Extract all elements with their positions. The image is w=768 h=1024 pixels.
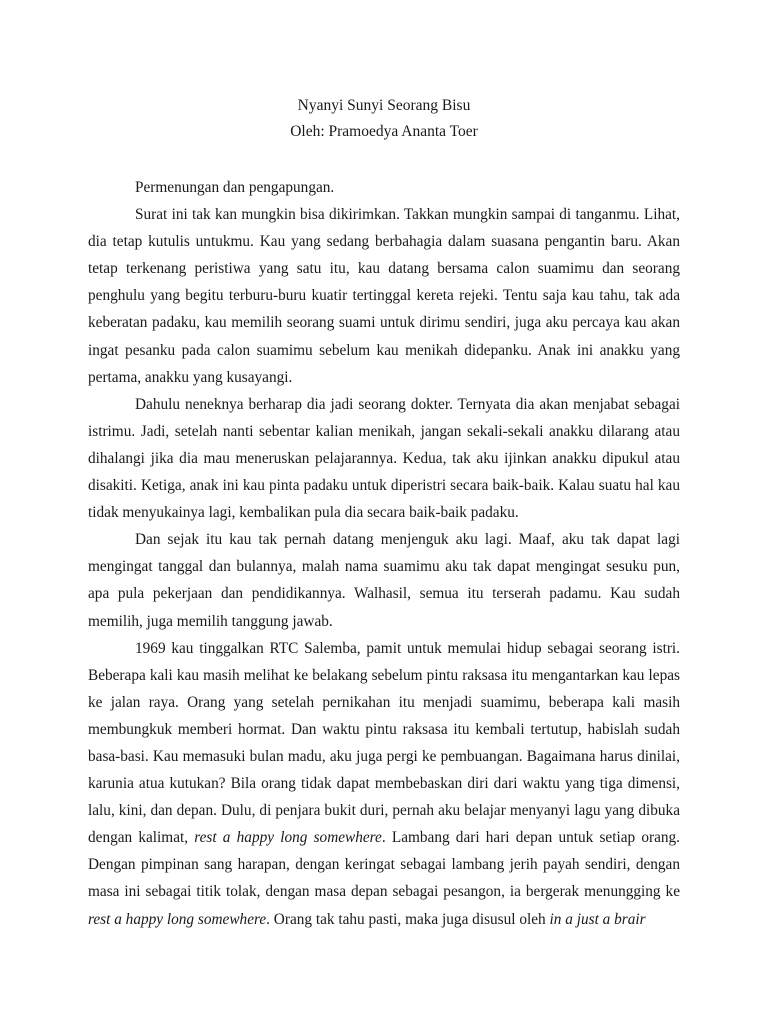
document-title: Nyanyi Sunyi Seorang Bisu xyxy=(297,97,471,114)
paragraph-5-text-a: 1969 kau tinggalkan RTC Salemba, pamit untuk memulai hidup sebagai seorang istri. Beberapa kali kau masih melihat ke belakang sebelum pintu raksasa itu mengantarkan kau lepas ke jalan raya. Orang yang setelah pernikahan itu menjadi suamimu, beberapa kali masih membungkuk memberi hormat. Dan waktu pintu raksasa itu kembali tertutup, habislah sudah basa-basi. Kau memasuki bulan madu, aku juga pergi ke pembuangan. Bagaimana harus dinilai, karunia atua kutukan? Bila orang tidak dapat membebaskan diri dari waktu yang tiga dimensi, lalu, kini, dan depan. Dulu, di penjara bukit duri, pernah aku belajar menyanyi lagu yang dibuka dengan kalimat, xyxy=(88,639,680,847)
paragraph-5-italic-3: in a just a brair xyxy=(549,910,646,928)
paragraph-2: Surat ini tak kan mungkin bisa dikirimkan. Takkan mungkin sampai di tanganmu. Lihat, dia tetap kutulis untukmu. Kau yang sedang berbahagia dalam suasana pengantin baru. Akan tetap terkenang peristiwa yang satu itu, kau datang bersama calon suamimu dan seorang penghulu yang begitu terburu-buru kuatir tertinggal kereta rejeki. Tentu saja kau tahu, tak ada keberatan padaku, kau memilih seorang suami untuk dirimu sendiri, juga aku percaya kau akan ingat pesanku pada calon suamimu sebelum kau menikah didepanku. Anak ini anakku yang pertama, anakku yang kusayangi. xyxy=(88,206,680,386)
paragraph-5 xyxy=(88,635,680,933)
document-header xyxy=(0,93,768,145)
paragraph-3: Dahulu neneknya berharap dia jadi seorang dokter. Ternyata dia akan menjabat sebagai istrimu. Jadi, setelah nanti sebentar kalian menikah, jangan sekali-sekali anakku dilarang atau dihalangi jika dia mau meneruskan pelajarannya. Kedua, tak aku ijinkan anakku dipukul atau disakiti. Ketiga, anak ini kau pinta padaku untuk diperistri secara baik-baik. Kalau suatu hal kau tidak menyukainya lagi, kembalikan pula dia secara baik-baik padaku. xyxy=(88,395,680,522)
document-author: Oleh: Pramoedya Ananta Toer xyxy=(290,123,478,140)
paragraph-5-italic-1: rest a happy long somewhere xyxy=(194,829,382,847)
paragraph-4: Dan sejak itu kau tak pernah datang menjenguk aku lagi. Maaf, aku tak dapat lagi mengingat tanggal dan bulannya, malah nama suamimu aku tak dapat mengingat sesuku pun, apa pula pekerjaan dan pendidikannya. Walhasil, semua itu terserah padamu. Kau sudah memilih, juga memilih tanggung jawab. xyxy=(88,531,680,630)
paragraph-1: Permenungan dan pengapungan. xyxy=(135,179,335,196)
paragraph-5-italic-2: rest a happy long somewhere xyxy=(88,910,267,928)
document-body xyxy=(88,174,680,933)
paragraph-5-text-c: . Orang tak tahu pasti, maka juga disusul oleh xyxy=(266,910,546,928)
paragraph-5-text-b: . Lambang dari hari depan untuk setiap orang. Dengan pimpinan sang harapan, dengan keringat sebagai lambang jerih payah sendiri, dengan masa ini sebagai titik tolak, dengan masa depan sebagai pesangon, ia bergerak menungging ke xyxy=(88,829,680,901)
